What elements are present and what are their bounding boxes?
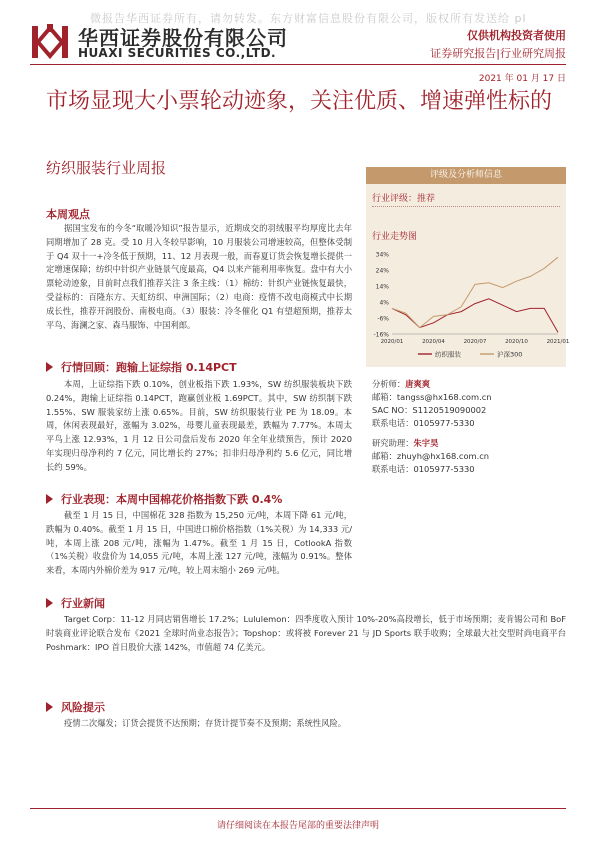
x-tick-label: 2020/07	[463, 339, 487, 345]
rating-value: 推荐	[417, 194, 436, 204]
market-review-text: 本周，上证综指下跌 0.10%，创业板指下跌 1.93%，SW 纺织服装板块下跌 0.24%，跑输上证综指 0.14PCT，跑赢创业板 1.69PCT。其中，SW 纺织制下跌 1.55%、SW 服装家纺上涨 0.65%。目前，SW 纺织服装行业 PE 为 18.09。本周，休闲表现最好，涨幅为 3.02%，母婴儿童表现最差，跌幅为 7.77%。本周太平鸟上涨 12.93%，1 月 12 日公司盘后发布 2020 年全年业绩预告，预计 2020 年实现归母净利约 7 亿元，同比增长约 27%；扣非归母净利约 5.6 亿元，同比增长约 59%。	[46, 379, 352, 472]
y-tick-label: 24%	[375, 267, 389, 275]
assistant-phone: 0105977-5330	[413, 464, 475, 474]
risk-text: 疫情二次爆发；订货会提货不达预期；存货计提节奏不及预期；系统性风险。	[64, 718, 347, 728]
huaxi-logo-icon	[30, 22, 70, 60]
y-tick-label: -16%	[373, 331, 389, 339]
x-tick-label: 2021/01	[546, 339, 570, 345]
analyst-email[interactable]: tangss@hx168.com.cn	[396, 392, 492, 402]
analyst-card	[372, 378, 492, 430]
rating-label: 行业评级：	[372, 194, 418, 204]
market-review-heading: 行情回顾：跑输上证综指 0.14PCT	[46, 359, 237, 375]
y-tick-label: 14%	[375, 283, 389, 291]
assistant-name: 朱宇昊	[413, 438, 439, 448]
brand-name-en: HUAXI SECURITIES CO.,LTD.	[78, 46, 277, 60]
risk-heading: 风险提示	[46, 699, 105, 715]
watermark: 微报告华西证券所有，请勿转发。东方财富信息股份有限公司，版权所有发送给 pl	[90, 12, 527, 25]
legend-label: 沪深300	[497, 350, 523, 359]
industry-rating	[372, 191, 435, 204]
assistant-card	[372, 437, 489, 476]
core-view-text: 据国宝发布的今冬“取暖冷知识”报告显示，近期成交的羽绒服平均厚度比去年同期增加了 28 克。受 10 月入冬较早影响，10 月服装公司增速较高，但整体受制于 Q4 双十一+冷冬低于预期，11、12 月表现一般，而春夏订货会恢复增长提供一定增速保障；纺织中针织产业链景气度最高，Q4 以来产能利用率恢复。盘中有大小票轮动迹象，目前时点我们推荐关注 3 条主线：（1）棉纺：针织产业链恢复最快，受益标的：百隆东方、天虹纺织、申洲国际；（2）电商：疫情不改电商模式中长期成长性，推荐开润股份、南极电商。（3）服装：冷冬催化 Q1 有望超预期，推荐太平鸟、海澜之家、森马服饰、中国利郎。	[46, 223, 352, 330]
y-tick-label: -6%	[377, 315, 389, 323]
assistant-email[interactable]: zhuyh@hx168.com.cn	[396, 451, 490, 461]
y-tick-label: 34%	[375, 251, 389, 259]
brand-name-cn: 华西证券股份有限公司	[78, 26, 288, 50]
assistant-role: 研究助理：	[372, 438, 414, 448]
report-subtitle: 纺织服装行业周报	[46, 159, 167, 177]
triangle-bullet-icon	[46, 494, 53, 504]
series-line	[392, 299, 558, 333]
rating-divider	[372, 206, 560, 207]
info-panel-header: 评级及分析师信息	[366, 167, 566, 184]
report-title: 市场显现大小票轮动迹象，关注优质、增速弹性标的	[46, 89, 553, 114]
triangle-bullet-icon	[46, 362, 53, 372]
assistant-phone-label: 联系电话：	[372, 464, 414, 474]
analyst-phone-label: 联系电话：	[372, 418, 414, 428]
industry-trend-chart	[366, 246, 570, 364]
x-tick-label: 2020/01	[380, 339, 404, 345]
series-line	[392, 257, 558, 327]
footer-disclaimer-note: 请仔细阅读在本报告尾部的重要法律声明	[216, 821, 379, 831]
footer-divider	[30, 808, 566, 809]
analyst-sac-label: SAC NO：	[372, 405, 413, 415]
triangle-bullet-icon	[46, 702, 53, 712]
trend-chart-label: 行业走势图	[372, 232, 418, 242]
core-view-heading: 本周观点	[46, 208, 90, 221]
analyst-email-label: 邮箱：	[372, 392, 397, 402]
report-date: 2021 年 01 月 17 日	[478, 74, 566, 84]
analyst-name: 唐爽爽	[405, 379, 431, 389]
legend-label: 纺织服装	[435, 350, 461, 359]
analyst-phone: 0105977-5330	[413, 418, 475, 428]
y-tick-label: 4%	[379, 299, 389, 307]
x-tick-label: 2020/10	[505, 339, 528, 345]
assistant-email-label: 邮箱：	[372, 451, 397, 461]
x-tick-label: 2020/04	[422, 339, 445, 345]
audience-note: 仅供机构投资者使用	[467, 29, 566, 42]
industry-performance-heading: 行业表现：本周中国棉花价格指数下跌 0.4%	[46, 491, 282, 507]
industry-news-text: Target Corp：11-12 月同店销售增长 17.2%；Lululemon：四季度收入预计 10%-20%高段增长，低于市场预期；麦肯锡公司和 BoF 时装商业评论联合发布《2021 全球时尚业态报告》；Topshop：或将被 Forever 21 与 JD Sports 联手收购；全球最大社交型时尚电商平台 Poshmark：IPO 首日股价大涨 142%，市值超 74 亿美元。	[46, 614, 566, 652]
header-divider	[30, 64, 566, 65]
triangle-bullet-icon	[46, 598, 53, 608]
report-category: 证券研究报告|行业研究周报	[430, 47, 566, 60]
analyst-role: 分析师：	[372, 379, 406, 389]
industry-news-heading: 行业新闻	[46, 595, 105, 611]
industry-performance-text: 截至 1 月 15 日，中国棉花 328 指数为 15,250 元/吨，本周下降 61 元/吨，跌幅为 0.40%。截至 1 月 15 日，中国进口棉价格指数（1%关税）为 14,333 元/吨，本周上涨 208 元/吨，涨幅为 1.47%。截至 1 月 15 日，CotlookA 指数（1%关税）收盘价为 14,055 元/吨，本周上涨 127 元/吨，涨幅为 0.91%。整体来看，本周内外棉价差为 917 元/吨，较上周末缩小 269 元/吨。	[46, 510, 352, 576]
analyst-sac: S1120519090002	[412, 405, 487, 415]
